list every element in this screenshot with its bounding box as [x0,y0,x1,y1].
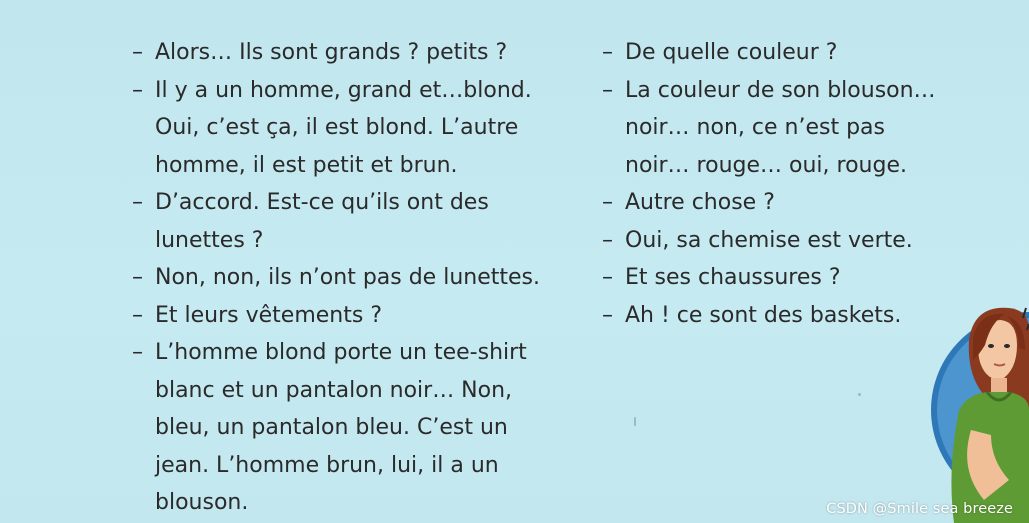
line-text: bleu, un pantalon bleu. C’est un [155,415,508,440]
dash-marker: – [132,302,143,328]
woman-illustration-icon [929,300,1029,523]
dash-marker: – [132,265,143,290]
dash-marker: – [602,190,613,215]
print-speck [858,393,861,396]
line-text: Alors… Ils sont grands ? petits ? [155,40,508,65]
line-text: jean. L’homme brun, lui, il a un [155,452,499,478]
dash-marker: – [132,190,143,215]
dash-marker: – [602,302,613,328]
line-text: noir… rouge… oui, rouge. [625,152,907,178]
line-text: homme, il est petit et brun. [155,152,458,178]
watermark: CSDN @Smile sea breeze [826,501,1013,517]
dialogue-line [602,184,944,222]
dash-marker: – [602,265,613,290]
line-text: Et ses chaussures ? [625,265,841,290]
line-text: Ah ! ce sont des baskets. [625,302,902,328]
line-text: Oui, sa chemise est verte. [625,227,913,253]
dialogue-right-column [602,34,944,334]
line-text: La couleur de son blouson… [625,77,936,103]
dash-marker: – [602,40,613,65]
line-text: Et leurs vêtements ? [155,302,382,328]
line-text: L’homme blond porte un tee-shirt [155,340,527,365]
dash-marker: – [602,77,613,103]
line-text: lunettes ? [155,227,264,253]
dialogue-left-column [132,34,566,522]
line-text: Non, non, ils n’ont pas de lunettes. [155,265,540,290]
dialogue-line [602,297,944,335]
line-text: Il y a un homme, grand et…blond. [155,77,532,103]
line-text: noir… non, ce n’est pas [625,115,885,140]
line-text: Autre chose ? [625,190,775,215]
dialogue-line [602,222,944,260]
dialogue-line [602,34,944,72]
dash-marker: – [132,40,143,65]
line-text: Oui, c’est ça, il est blond. L’autre [155,115,519,140]
line-text: blanc et un pantalon noir… Non, [155,377,513,403]
dash-marker: – [132,77,143,103]
line-text: blouson. [155,490,249,515]
dialogue-line [602,259,944,297]
dialogue-line [132,34,566,72]
dialogue-line [132,334,566,522]
dash-marker: – [132,340,143,365]
dialogue-line [132,72,566,185]
dialogue-line [132,184,566,259]
print-speck [634,417,636,426]
line-text: De quelle couleur ? [625,40,838,65]
dialogue-line [132,297,566,335]
dash-marker: – [602,227,613,253]
dialogue-line [602,72,944,185]
line-text: D’accord. Est-ce qu’ils ont des [155,190,489,215]
dialogue-line [132,259,566,297]
